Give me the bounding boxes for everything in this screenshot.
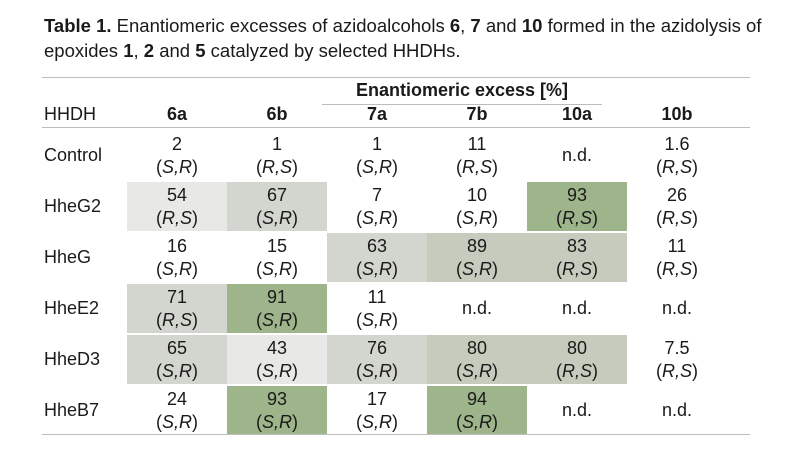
ee-value: n.d. — [561, 145, 593, 165]
configuration-text: S,R — [361, 258, 392, 279]
table-cell — [627, 386, 727, 435]
row-header: HHDH — [44, 104, 96, 124]
table-cell — [427, 182, 527, 231]
ee-value: 43 — [266, 337, 288, 358]
table-cell — [327, 182, 427, 231]
ee-value: 16 — [166, 235, 188, 256]
caption-part: formed in the azidolysis of epoxides — [44, 15, 762, 61]
configuration-text: S,R — [461, 411, 492, 432]
ee-value: 1 — [271, 133, 282, 154]
configuration-label: (R,S) — [655, 207, 698, 228]
table-caption — [44, 13, 774, 63]
ee-value: 65 — [166, 337, 188, 358]
configuration-text: R,S — [561, 207, 592, 228]
configuration-label: (R,S) — [455, 156, 498, 177]
configuration-label: (S,R) — [255, 411, 298, 432]
configuration-label: (S,R) — [455, 207, 498, 228]
ee-value: 93 — [266, 388, 288, 409]
configuration-text: S,R — [461, 258, 492, 279]
ee-value: 76 — [366, 337, 388, 358]
table-cell — [227, 284, 327, 333]
configuration-label: (S,R) — [355, 411, 398, 432]
caption-part: , — [133, 40, 144, 61]
table-cell — [227, 233, 327, 282]
caption-label: Table 1. — [44, 15, 112, 36]
caption-part: and — [154, 40, 196, 61]
configuration-text: S,R — [361, 207, 392, 228]
column-header-6a: 6a — [166, 104, 188, 124]
caption-part: 6 — [449, 15, 461, 36]
configuration-label: (S,R) — [155, 258, 198, 279]
ee-value: 54 — [166, 184, 188, 205]
configuration-text: R,S — [161, 207, 192, 228]
ee-value: 11 — [667, 235, 687, 256]
table-cell — [327, 131, 427, 180]
row-label-hhed3: HheD3 — [44, 349, 101, 369]
configuration-text: S,R — [161, 156, 192, 177]
caption-part: , — [460, 15, 471, 36]
table-cell — [527, 131, 627, 180]
table-cell — [227, 182, 327, 231]
ee-value: 7.5 — [664, 337, 690, 358]
configuration-label: (S,R) — [455, 258, 498, 279]
configuration-text: S,R — [461, 360, 492, 381]
column-header-10b: 10b — [661, 104, 693, 124]
configuration-text: R,S — [661, 360, 692, 381]
configuration-text: R,S — [561, 360, 592, 381]
configuration-text: R,S — [661, 156, 692, 177]
bottom-rule — [42, 434, 750, 435]
configuration-text: S,R — [361, 411, 392, 432]
configuration-text: S,R — [261, 207, 292, 228]
ee-value: 2 — [171, 133, 182, 154]
table-cell — [427, 233, 527, 282]
table-cell — [527, 335, 627, 384]
configuration-label: (R,S) — [155, 207, 198, 228]
configuration-label: (S,R) — [455, 360, 498, 381]
table-cell — [227, 131, 327, 180]
configuration-label: (S,R) — [255, 207, 298, 228]
table-cell — [427, 284, 527, 333]
ee-value: 71 — [166, 286, 188, 307]
configuration-label: (S,R) — [355, 258, 398, 279]
row-label-hheg2: HheG2 — [44, 196, 102, 216]
configuration-text: S,R — [261, 258, 292, 279]
ee-value: 89 — [466, 235, 488, 256]
table-cell — [327, 284, 427, 333]
ee-value: 11 — [367, 286, 387, 307]
ee-value: 83 — [566, 235, 588, 256]
configuration-label: (S,R) — [255, 360, 298, 381]
configuration-label: (R,S) — [255, 156, 298, 177]
table-cell — [327, 386, 427, 435]
table-cell — [127, 386, 227, 435]
configuration-text: R,S — [461, 156, 492, 177]
ee-value: 63 — [366, 235, 388, 256]
ee-value: 80 — [466, 337, 488, 358]
row-label-hheb7: HheB7 — [44, 400, 100, 420]
configuration-label: (S,R) — [355, 309, 398, 330]
column-header-7a: 7a — [366, 104, 388, 124]
table-cell — [627, 131, 727, 180]
table-cell — [527, 386, 627, 435]
ee-value: 7 — [371, 184, 382, 205]
configuration-label: (S,R) — [455, 411, 498, 432]
configuration-label: (S,R) — [155, 411, 198, 432]
ee-value: n.d. — [661, 400, 693, 420]
table-cell — [127, 233, 227, 282]
ee-value: 26 — [666, 184, 688, 205]
configuration-text: R,S — [661, 258, 692, 279]
caption-part: 10 — [521, 15, 543, 36]
caption-part: and — [480, 15, 522, 36]
table-cell — [527, 182, 627, 231]
ee-value: 93 — [566, 184, 588, 205]
header-rule — [42, 127, 750, 128]
caption-part: 7 — [470, 15, 481, 36]
ee-value: 1.6 — [664, 133, 690, 154]
configuration-text: R,S — [261, 156, 292, 177]
configuration-label: (S,R) — [355, 156, 398, 177]
configuration-text: S,R — [161, 360, 192, 381]
top-rule — [42, 77, 750, 78]
ee-value: 67 — [266, 184, 288, 205]
configuration-label: (S,R) — [355, 360, 398, 381]
configuration-text: S,R — [161, 258, 192, 279]
configuration-text: S,R — [261, 309, 292, 330]
row-label-hheg: HheG — [44, 247, 92, 267]
configuration-label: (R,S) — [555, 258, 598, 279]
configuration-label: (S,R) — [155, 156, 198, 177]
caption-part: 2 — [143, 40, 155, 61]
table-cell — [627, 284, 727, 333]
table-cell — [427, 335, 527, 384]
table-cell — [227, 386, 327, 435]
configuration-text: S,R — [261, 360, 292, 381]
configuration-text: S,R — [361, 156, 392, 177]
table-cell — [627, 182, 727, 231]
table-cell — [527, 284, 627, 333]
configuration-label: (R,S) — [655, 360, 698, 381]
ee-value: 91 — [266, 286, 288, 307]
table-cell — [427, 131, 527, 180]
ee-value: 15 — [266, 235, 288, 256]
ee-value: 94 — [466, 388, 488, 409]
table-cell — [127, 284, 227, 333]
table-cell — [627, 233, 727, 282]
configuration-text: R,S — [661, 207, 692, 228]
caption-part: 1 — [123, 40, 134, 61]
caption-part: 5 — [195, 40, 206, 61]
table-cell — [327, 233, 427, 282]
ee-value: n.d. — [661, 298, 693, 318]
configuration-label: (R,S) — [555, 207, 598, 228]
row-label-control: Control — [44, 145, 103, 165]
ee-value: 80 — [566, 337, 588, 358]
table-cell — [527, 233, 627, 282]
table-cell — [127, 182, 227, 231]
configuration-label: (R,S) — [155, 309, 198, 330]
caption-part: Enantiomeric excesses of azidoalcohols — [116, 15, 450, 36]
table-cell — [327, 335, 427, 384]
configuration-text: R,S — [161, 309, 192, 330]
table-cell — [227, 335, 327, 384]
ee-value: 10 — [466, 184, 488, 205]
configuration-text: S,R — [361, 360, 392, 381]
table-cell — [627, 335, 727, 384]
caption-part: catalyzed by selected HHDHs. — [205, 40, 461, 61]
configuration-text: S,R — [361, 309, 392, 330]
configuration-label: (S,R) — [255, 258, 298, 279]
configuration-label: (R,S) — [655, 156, 698, 177]
configuration-text: S,R — [161, 411, 192, 432]
row-label-hhee2: HheE2 — [44, 298, 100, 318]
ee-value: 17 — [366, 388, 388, 409]
column-header-7b: 7b — [466, 104, 488, 124]
configuration-label: (S,R) — [255, 309, 298, 330]
configuration-text: S,R — [461, 207, 492, 228]
configuration-label: (S,R) — [155, 360, 198, 381]
ee-value: 24 — [166, 388, 188, 409]
configuration-label: (R,S) — [555, 360, 598, 381]
table-cell — [127, 335, 227, 384]
ee-value: 1 — [371, 133, 382, 154]
ee-value: 11 — [467, 133, 487, 154]
configuration-label: (R,S) — [655, 258, 698, 279]
ee-value: n.d. — [461, 298, 493, 318]
table-cell — [127, 131, 227, 180]
ee-value: n.d. — [561, 400, 593, 420]
ee-value: n.d. — [561, 298, 593, 318]
column-header-6b: 6b — [266, 104, 288, 124]
table-cell — [427, 386, 527, 435]
configuration-label: (S,R) — [355, 207, 398, 228]
configuration-text: S,R — [261, 411, 292, 432]
configuration-text: R,S — [561, 258, 592, 279]
column-spanner: Enantiomeric excess [%] — [355, 80, 569, 100]
column-header-10a: 10a — [561, 104, 593, 124]
